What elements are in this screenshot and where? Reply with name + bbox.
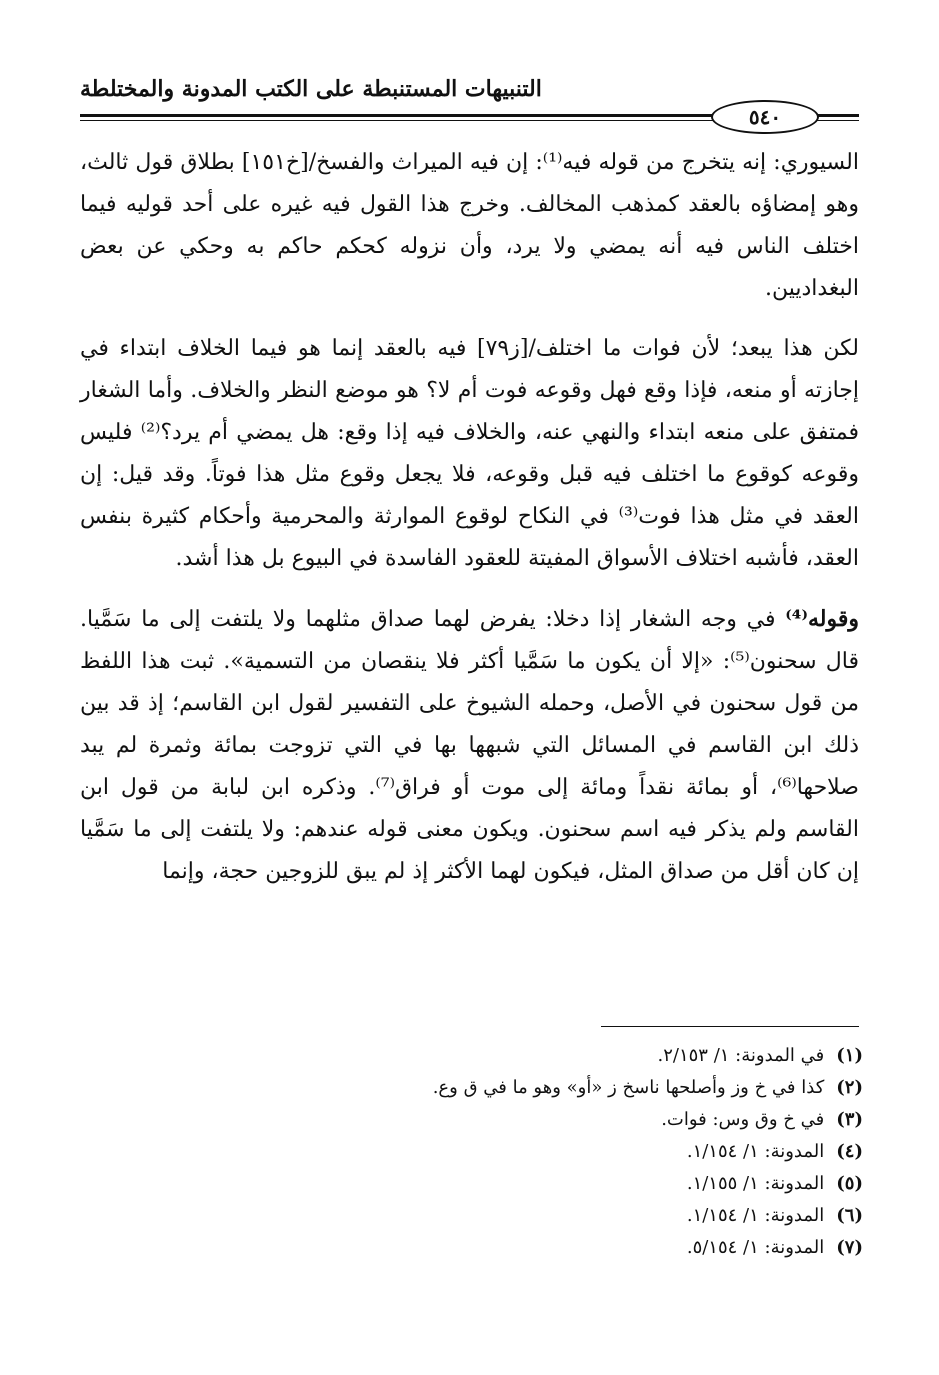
footnotes-list <box>80 1040 863 1264</box>
paragraph-3 <box>80 598 859 893</box>
footnote-5 <box>80 1168 863 1200</box>
running-header <box>80 76 859 129</box>
footnote-separator <box>601 1026 859 1027</box>
footnote-text: المدونة: ١/ ١/١٥٤. <box>686 1141 825 1162</box>
footnote-text: المدونة: ١/ ١/١٥٤. <box>686 1205 825 1226</box>
footnote-marker: (٣) <box>836 1109 863 1130</box>
footnote-marker: (٤) <box>836 1141 863 1162</box>
footnote-text: في خ وق وس: فوات. <box>661 1109 825 1130</box>
paragraph-3-lead: وقوله⁽⁴⁾ <box>785 606 859 632</box>
footnote-6 <box>80 1200 863 1232</box>
footnote-marker: (٧) <box>836 1237 863 1258</box>
paragraph-3-text: في وجه الشغار إذا دخلا: يفرض لهما صداق مثلهما ولا يلتفت إلى ما سَمَّيا. قال سحنون⁽⁵⁾: «إلا أن يكون ما سَمَّيا أكثر فلا ينقصان من التسمية». ثبت هذا اللفظ من قول سحنون في الأصل، وحمله الشيوخ على التفسير لقول ابن القاسم؛ إذ قد بين ذلك ابن القاسم في المسائل التي شبهها بها في التي تزوجت بمائة وثمرة لم يبد صلاحها⁽⁶⁾، أو بمائة نقداً ومائة إلى موت أو فراق⁽⁷⁾. وذكره ابن لبابة من قول ابن القاسم ولم يذكر فيه اسم سحنون. ويكون معنى قوله عندهم: ولا يلتفت إلى ما سَمَّيا إن كان أقل من صداق المثل، فيكون لهما الأكثر إذ لم يبق للزوجين حجة، وإنما <box>80 607 859 884</box>
footnote-text: المدونة: ١/ ٥/١٥٤. <box>686 1237 825 1258</box>
paragraph-2: لكن هذا يبعد؛ لأن فوات ما اختلف/[ز٧٩] فيه بالعقد إنما هو فيما الخلاف ابتداء في إجازته أو منعه، فإذا وقع فهل وقوعه فوت أم لا؟ هو موضع النظر والخلاف. وأما الشغار فمتفق على منعه ابتداء والنهي عنه، والخلاف فيه إذا وقع: هل يمضي أم يرد؟⁽²⁾ فليس وقوعه كوقوع ما اختلف فيه قبل وقوعه، فلا يجعل وقوع مثل هذا فوتاً. وقد قيل: إن العقد في مثل هذا فوت⁽³⁾ في النكاح لوقوع الموارثة والمحرمية وأحكام كثيرة بنفس العقد، فأشبه اختلاف الأسواق المفيتة للعقود الفاسدة في البيوع بل هذا أشد. <box>80 336 859 571</box>
footnote-3 <box>80 1104 863 1136</box>
footnote-7 <box>80 1232 863 1264</box>
footnote-marker: (٥) <box>836 1173 863 1194</box>
body-text <box>80 142 859 911</box>
footnote-1 <box>80 1040 863 1072</box>
paragraph-1: السيوري: إنه يتخرج من قوله فيه⁽¹⁾: إن فيه الميراث والفسخ/[خ١٥١] بطلاق قول ثالث، وهو إمضاؤه بالعقد كمذهب المخالف. وخرج هذا القول فيه غيره على أحد قوليه فيما اختلف الناس فيه أنه يمضي ولا يرد، وأن نزوله كحكم حاكم به وحكي عن بعض البغداديين. <box>80 150 859 301</box>
footnote-text: كذا في خ وز وأصلحها ناسخ ز «أو» وهو ما في ق وع. <box>432 1077 825 1098</box>
running-title: التنبيهات المستنبطة على الكتب المدونة والمختلطة <box>80 76 542 102</box>
footnote-text: المدونة: ١/ ١/١٥٥. <box>686 1173 825 1194</box>
footnote-marker: (١) <box>836 1045 863 1066</box>
footnote-4 <box>80 1136 863 1168</box>
footnote-2 <box>80 1072 863 1104</box>
footnote-marker: (٦) <box>836 1205 863 1226</box>
page-number: ٥٤٠ <box>711 100 819 134</box>
footnote-text: في المدونة: ١/ ٢/١٥٣. <box>657 1045 825 1066</box>
footnote-marker: (٢) <box>836 1077 863 1098</box>
